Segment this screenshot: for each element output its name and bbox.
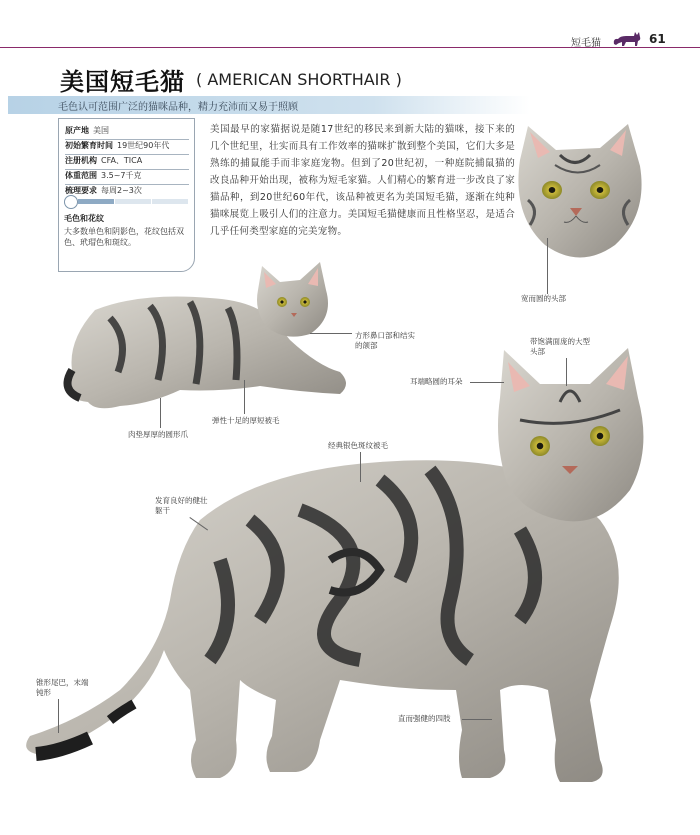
registry-value: CFA、TICA — [101, 156, 143, 165]
origin-label: 原产地 — [65, 126, 89, 135]
label-muzzle: 方形鼻口部和结实的颌部 — [355, 331, 415, 350]
grooming-label: 梳理要求 — [65, 186, 97, 195]
pattern-text: 大多数单色和阴影色，花纹包括双色、玳瑁色和斑纹。 — [64, 227, 184, 247]
label-large-head-2: 头部 — [530, 347, 545, 356]
leader-line — [470, 382, 504, 383]
weight-value: 3.5~7千克 — [101, 171, 142, 180]
leader-line — [160, 398, 161, 428]
label-tail-1: 锥形尾巴，末端 — [36, 678, 89, 687]
cat-eye — [542, 181, 562, 199]
label-wide-head: 宽而圆的头部 — [521, 294, 566, 303]
label-body-2: 躯干 — [155, 506, 170, 515]
page-number: 61 — [649, 32, 666, 46]
breeding-label: 初始繁育时间 — [65, 141, 113, 150]
origin-value: 美国 — [93, 126, 109, 135]
cat-head-portrait — [518, 124, 641, 258]
leader-line — [360, 452, 361, 482]
label-paws: 肉垫厚厚的圆形爪 — [128, 430, 188, 439]
label-large-head-1: 带饱满面庞的大型 — [530, 337, 590, 346]
grooming-value: 每周2~3次 — [101, 186, 142, 195]
leader-line — [566, 358, 567, 386]
cat-standing — [26, 348, 643, 782]
body-paragraph: 美国最早的家猫据说是随17世纪的移民来到新大陆的猫咪，接下来的几个世纪里，壮实而具有工作效率的猫咪扩散到整个美国，它们大多是熟练的捕鼠能手而非家庭宠物。但到了20世纪初，一种庭院捕鼠猫的改良品种开始出现，被称为短毛家猫。人们精心的繁育进一步改良了家猫品种，到20世纪60年代，该品种被更名为美国短毛猫，逐渐在纯种猫咪展览上吸引人们的注意力。美国短毛猫健康而且性格坚忍，是适合几乎任何类型家庭的完美宠物。 — [210, 124, 515, 237]
subtitle: 毛色认可范围广泛的猫咪品种，精力充沛而又易于照顾 — [58, 102, 298, 113]
leader-line — [244, 380, 245, 414]
leader-line — [310, 333, 352, 334]
weight-label: 体重范围 — [65, 171, 97, 180]
leader-line — [58, 699, 59, 733]
breeding-value: 19世纪90年代 — [117, 141, 170, 150]
cat-eye — [590, 426, 610, 446]
page-title: 美国短毛猫 — [60, 68, 185, 96]
label-body-1: 发育良好的健壮 — [155, 496, 208, 505]
leader-line — [547, 238, 548, 294]
pattern-heading: 毛色和花纹 — [64, 214, 104, 223]
page-title-english: ( AMERICAN SHORTHAIR ) — [196, 70, 402, 89]
section-title: 短毛猫 — [571, 38, 601, 49]
label-ears: 耳端略圆的耳朵 — [410, 377, 463, 386]
label-legs: 直而强健的四肢 — [398, 714, 451, 723]
cat-eye — [590, 181, 610, 199]
label-coat: 弹性十足的厚短被毛 — [212, 416, 280, 425]
label-tail-2: 钝形 — [36, 688, 51, 697]
leader-line — [462, 719, 492, 720]
cat-eye — [530, 436, 550, 456]
cat-reclining — [65, 262, 346, 408]
label-tabby: 经典银色斑纹被毛 — [328, 441, 388, 450]
registry-label: 注册机构 — [65, 156, 97, 165]
